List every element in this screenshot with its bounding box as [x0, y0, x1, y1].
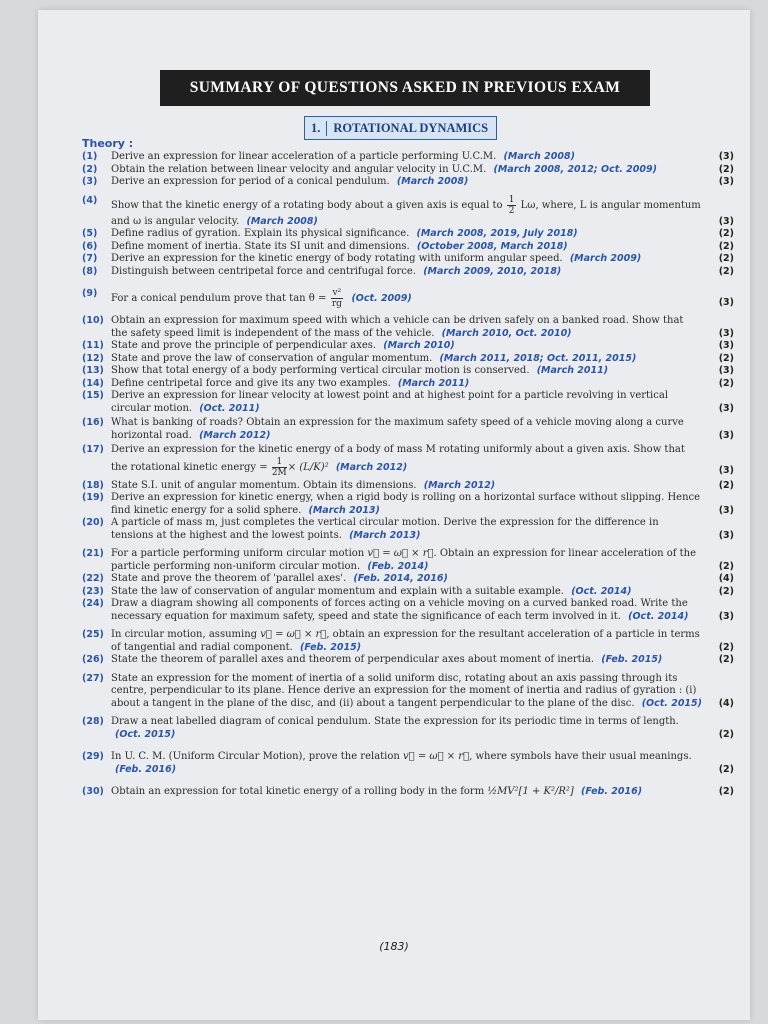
question-marks: (3)	[718, 504, 734, 516]
formula: v⃗ = ω⃗ × r⃗,	[260, 629, 330, 640]
question-marks: (4)	[718, 697, 734, 709]
question-item	[82, 573, 736, 586]
question-number: (20)	[82, 517, 104, 528]
question-number: (14)	[82, 377, 104, 389]
question-text: State and prove the principle of perpendicular axes.	[111, 340, 377, 351]
question-number: (30)	[82, 786, 104, 797]
question-text: In circular motion, assuming	[111, 629, 258, 640]
exam-reference: (October 2008, March 2018)	[416, 240, 568, 252]
question-number: (12)	[82, 352, 104, 364]
question-text-cont: obtain an expression for the resultant acceleration of a particle in terms of tangential and radial component.	[111, 629, 700, 653]
question-item	[82, 480, 736, 493]
question-marks: (3)	[718, 176, 734, 187]
question-number: (26)	[82, 654, 104, 665]
exam-reference: (Feb. 2015)	[601, 654, 663, 665]
question-item	[82, 151, 736, 164]
page-number: (183)	[379, 940, 409, 953]
exam-reference: (March 2013)	[308, 504, 380, 516]
question-number: (27)	[82, 672, 104, 684]
question-item	[82, 288, 736, 309]
question-text: Derive an expression for kinetic energy, when a rigid body is rolling on a horizontal surface without slipping. Hence find kinetic energy for a solid sphere.	[111, 492, 701, 516]
question-item	[82, 228, 736, 241]
question-marks: (2)	[718, 585, 734, 597]
question-marks: (2)	[718, 479, 734, 491]
question-item	[82, 266, 736, 279]
question-item	[82, 195, 736, 229]
formula: v⃗ = ω⃗ × r⃗.	[367, 548, 437, 559]
exam-reference: (March 2011)	[536, 365, 609, 376]
question-number: (3)	[82, 176, 98, 187]
fraction: $\frac{\text{v²}}{rg}$	[331, 288, 342, 309]
question-marks: (3)	[718, 465, 734, 476]
question-item	[82, 629, 736, 654]
exam-reference: (March 2012)	[335, 461, 408, 473]
question-number: (5)	[82, 228, 98, 239]
question-marks: (2)	[718, 265, 734, 277]
question-item	[82, 241, 736, 254]
question-number: (2)	[82, 163, 98, 175]
section-label-theory: Theory :	[82, 137, 134, 150]
question-marks: (4)	[718, 573, 734, 584]
question-number: (29)	[82, 751, 104, 762]
question-marks: (3)	[718, 429, 734, 441]
question-text: Define radius of gyration. Explain its physical significance.	[111, 228, 410, 239]
exam-reference: (March 2010, Oct. 2010)	[441, 327, 572, 339]
exam-reference: (Feb. 2014)	[367, 560, 429, 572]
exam-reference: (Oct. 2014)	[571, 585, 632, 597]
exam-reference: (March 2009)	[569, 253, 642, 264]
question-text: Derive an expression for the kinetic energy of a body of mass M rotating uniformly about a given axis. Show that the rotational kinetic energy =	[111, 444, 685, 473]
exam-reference: (March 2010)	[383, 340, 455, 351]
question-text: Obtain the relation between linear velocity and angular velocity in U.C.M.	[111, 163, 487, 175]
question-item	[82, 586, 736, 599]
fraction: $\frac{1}{2M}$	[271, 456, 287, 478]
question-text: Derive an expression for period of a conical pendulum.	[111, 176, 390, 187]
question-text: State the theorem of parallel axes and theorem of perpendicular axes about moment of inertia.	[111, 654, 595, 665]
exam-reference: (Oct. 2011)	[199, 402, 260, 414]
question-marks: (2)	[718, 163, 734, 175]
question-marks: (2)	[718, 641, 734, 653]
question-marks: (3)	[718, 402, 734, 414]
question-item	[82, 340, 736, 353]
exam-reference: (March 2012)	[423, 479, 496, 491]
question-item	[82, 517, 736, 542]
exam-reference: (March 2012)	[199, 429, 271, 441]
question-number: (16)	[82, 417, 104, 428]
question-text: For a conical pendulum prove that tan θ =	[111, 293, 327, 304]
question-item	[82, 253, 736, 266]
question-marks: (2)	[718, 560, 734, 572]
question-item	[82, 378, 736, 391]
exam-reference: (Feb. 2014, 2016)	[353, 573, 448, 584]
question-marks: (3)	[718, 215, 734, 227]
question-text: A particle of mass m, just completes the vertical circular motion. Derive the expression for the difference in tensions at the highest and the lowest points.	[111, 517, 659, 541]
exam-reference: (March 2008)	[396, 176, 469, 187]
question-marks: (3)	[718, 327, 734, 339]
question-text: State an expression for the moment of inertia of a solid uniform disc, rotating about an axis passing through its centre, perpendicular to its plane. Hence derive an expression for the moment of inertia and radius of gyration : (i) about a tangent in the plane of the disc, and (ii) about a tangent perpendicular to the plane of the disc.	[111, 672, 697, 709]
question-marks: (2)	[718, 352, 734, 364]
question-text: Draw a diagram showing all components of forces acting on a vehicle moving on a curved banked road. Write the necessary equation for maximum safety, speed and state the significance of each term involved in it.	[111, 598, 688, 622]
question-text: Distinguish between centripetal force and centrifugal force.	[111, 265, 416, 277]
question-number: (15)	[82, 390, 104, 401]
fraction: $\frac{1}{2}$	[508, 194, 515, 216]
question-marks: (2)	[718, 228, 734, 239]
question-marks: (2)	[718, 763, 734, 775]
question-item	[82, 598, 736, 623]
document-page	[38, 10, 750, 1020]
chapter-heading	[304, 116, 497, 140]
question-text: State and prove the law of conservation of angular momentum.	[111, 352, 433, 364]
question-item	[82, 786, 736, 799]
question-text-cont: where symbols have their usual meanings.	[475, 751, 692, 762]
question-marks: (3)	[718, 340, 734, 351]
exam-reference: (March 2011, 2018; Oct. 2011, 2015)	[439, 352, 637, 364]
question-marks: (2)	[718, 377, 734, 389]
page-title-banner: SUMMARY OF QUESTIONS ASKED IN PREVIOUS EXAM	[160, 70, 650, 106]
question-number: (7)	[82, 253, 98, 264]
question-number: (22)	[82, 573, 104, 584]
question-item	[82, 176, 736, 189]
exam-reference: (March 2008, 2012; Oct. 2009)	[493, 163, 657, 175]
question-number: (9)	[82, 288, 98, 299]
question-item	[82, 365, 736, 378]
question-text: Show that the kinetic energy of a rotating body about a given axis is equal to	[111, 199, 503, 211]
exam-reference: (Feb. 2016)	[115, 763, 177, 775]
question-item	[82, 353, 736, 366]
question-marks: (3)	[718, 151, 734, 162]
question-text: State the law of conservation of angular momentum and explain with a suitable example.	[111, 585, 564, 597]
formula: v⃗ = ω⃗ × r⃗,	[403, 751, 473, 762]
question-number: (4)	[82, 194, 98, 206]
question-number: (19)	[82, 492, 104, 503]
exam-reference: (Oct. 2009)	[351, 293, 412, 304]
exam-reference: (Feb. 2015)	[300, 641, 362, 653]
question-marks: (3)	[718, 610, 734, 622]
question-text: Define centripetal force and give its any two examples.	[111, 377, 391, 389]
question-number: (1)	[82, 151, 98, 162]
question-marks: (2)	[718, 786, 734, 797]
question-number: (13)	[82, 365, 104, 376]
question-text: Obtain an expression for maximum speed with which a vehicle can be driven safely on a banked road. Show that the safety speed limit is independent of the mass of the vehicle.	[111, 315, 684, 339]
question-text: Define moment of inertia. State its SI unit and dimensions.	[111, 240, 410, 252]
question-marks: (2)	[718, 728, 734, 740]
question-text: Show that total energy of a body performing vertical circular motion is conserved.	[111, 365, 530, 376]
question-text: What is banking of roads? Obtain an expression for the maximum safety speed of a vehicle moving along a curve horizontal road.	[111, 417, 684, 441]
question-item	[82, 716, 736, 741]
question-number: (28)	[82, 716, 104, 727]
question-text: Derive an expression for linear acceleration of a particle performing U.C.M.	[111, 151, 497, 162]
question-list	[82, 151, 736, 799]
formula: ½MV²[1 + K²/R²]	[487, 786, 574, 797]
question-text: State S.I. unit of angular momentum. Obtain its dimensions.	[111, 479, 417, 491]
question-item	[82, 444, 736, 478]
question-item	[82, 654, 736, 667]
question-number: (6)	[82, 240, 98, 252]
question-text-cont: Lω, where, L is angular momentum and ω is angular velocity.	[111, 199, 701, 227]
question-text: Obtain an expression for total kinetic energy of a rolling body in the form	[111, 786, 485, 797]
question-marks: (2)	[718, 253, 734, 264]
exam-reference: (March 2009, 2010, 2018)	[423, 265, 562, 277]
question-item	[82, 390, 736, 415]
exam-reference: (Oct. 2015)	[115, 728, 176, 740]
question-number: (17)	[82, 444, 104, 455]
question-marks: (2)	[718, 654, 734, 665]
question-number: (23)	[82, 585, 104, 597]
question-marks: (3)	[718, 296, 734, 308]
question-text-cont: Obtain an expression for linear acceleration of the particle performing non-uniform circular motion.	[111, 548, 697, 572]
exam-reference: (March 2008, 2019, July 2018)	[416, 228, 578, 239]
question-text: In U. C. M. (Uniform Circular Motion), prove the relation	[111, 751, 400, 762]
exam-reference: (Feb. 2016)	[581, 786, 643, 797]
question-number: (24)	[82, 598, 104, 609]
question-text: Derive an expression for linear velocity at lowest point and at highest point for a particle revolving in vertical circular motion.	[111, 390, 669, 414]
question-text: Draw a neat labelled diagram of conical pendulum. State the expression for its periodic time in terms of length.	[111, 716, 679, 727]
question-text: For a particle performing uniform circular motion	[111, 548, 365, 559]
question-item	[82, 492, 736, 517]
exam-reference: (March 2011)	[397, 377, 470, 389]
question-item	[82, 315, 736, 340]
question-text: State and prove the theorem of 'parallel axes'.	[111, 573, 347, 584]
exam-reference: (March 2008)	[503, 151, 575, 162]
question-marks: (2)	[718, 240, 734, 252]
chapter-number: 1.	[311, 121, 327, 136]
formula: × (L/K)²	[287, 461, 329, 473]
exam-reference: (March 2008)	[246, 215, 318, 227]
question-number: (11)	[82, 340, 104, 351]
question-number: (25)	[82, 629, 104, 640]
question-item	[82, 417, 736, 442]
question-item	[82, 164, 736, 177]
exam-reference: (Oct. 2015)	[641, 697, 702, 709]
question-marks: (3)	[718, 365, 734, 376]
question-item	[82, 548, 736, 573]
question-number: (21)	[82, 548, 104, 559]
question-number: (8)	[82, 265, 98, 277]
question-number: (18)	[82, 479, 104, 491]
question-number: (10)	[82, 315, 104, 326]
question-marks: (3)	[718, 529, 734, 541]
question-text: Derive an expression for the kinetic energy of body rotating with uniform angular speed.	[111, 253, 563, 264]
question-item	[82, 751, 736, 776]
question-item	[82, 673, 736, 711]
exam-reference: (March 2013)	[349, 529, 421, 541]
chapter-title: ROTATIONAL DYNAMICS	[333, 120, 489, 135]
exam-reference: (Oct. 2014)	[628, 610, 689, 622]
